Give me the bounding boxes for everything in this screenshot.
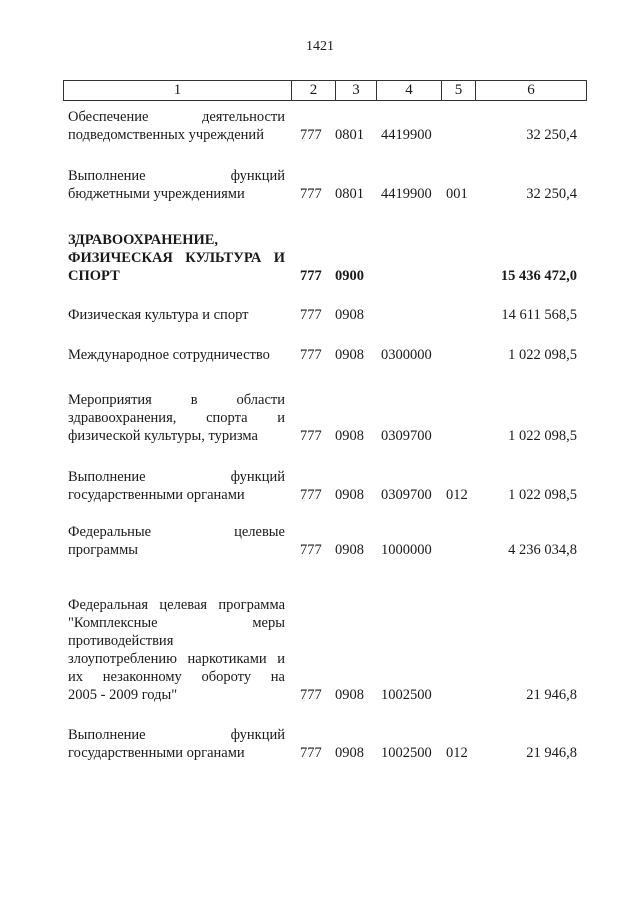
description-line: ЗДРАВООХРАНЕНИЕ,: [68, 232, 219, 248]
description-line: программы: [68, 542, 138, 558]
description-line: государственными органами: [68, 487, 245, 503]
description-line: Федеральная целевая программа: [68, 597, 285, 613]
description-line: Выполнение функций: [68, 727, 285, 743]
amount: 1 022 098,5: [508, 428, 577, 444]
row-description: [68, 108, 285, 144]
section-code: 0908: [335, 745, 364, 761]
row-description: [68, 391, 285, 445]
row-description: [68, 306, 285, 324]
header-col-6: 6: [527, 82, 535, 98]
target-code: 0309700: [381, 487, 432, 503]
amount: 21 946,8: [526, 687, 577, 703]
admin-code: 777: [300, 347, 322, 363]
row-description: [68, 468, 285, 504]
header-col-4: 4: [377, 81, 442, 100]
description-line: физической культуры, туризма: [68, 428, 258, 444]
description-line: Выполнение функций: [68, 469, 285, 485]
amount: 15 436 472,0: [500, 268, 577, 284]
section-code: 0908: [335, 428, 364, 444]
admin-code: 777: [300, 428, 322, 444]
description-line: противодействия: [68, 633, 174, 649]
expense-type-code: 001: [446, 186, 468, 202]
section-code: 0908: [335, 307, 364, 323]
table-header-row: [63, 80, 587, 101]
row-description: [68, 167, 285, 203]
target-code: 0300000: [381, 347, 432, 363]
admin-code: 777: [300, 487, 322, 503]
description-line: СПОРТ: [68, 268, 120, 284]
description-line: Физическая культура и спорт: [68, 307, 249, 323]
header-col-2: 2: [292, 81, 336, 100]
row-description: [68, 726, 285, 762]
target-code: 0309700: [381, 428, 432, 444]
amount: 4 236 034,8: [508, 542, 577, 558]
amount: 32 250,4: [526, 186, 577, 202]
section-code: 0801: [335, 127, 364, 143]
description-line: ФИЗИЧЕСКАЯ КУЛЬТУРА И: [68, 250, 285, 266]
header-col-3: 3: [336, 81, 377, 100]
description-line: подведомственных учреждений: [68, 127, 264, 143]
description-line: Международное сотрудничество: [68, 347, 270, 363]
target-code: 4419900: [381, 186, 432, 202]
row-description: [68, 523, 285, 559]
target-code: 1002500: [381, 687, 432, 703]
target-code: 4419900: [381, 127, 432, 143]
description-line: 2005 - 2009 годы": [68, 687, 178, 703]
description-line: здравоохранения, спорта и: [68, 410, 285, 426]
section-code: 0908: [335, 542, 364, 558]
amount: 1 022 098,5: [508, 487, 577, 503]
section-code: 0900: [335, 268, 364, 284]
description-line: Обеспечение деятельности: [68, 109, 285, 125]
description-line: государственными органами: [68, 745, 245, 761]
amount: 21 946,8: [526, 745, 577, 761]
header-col-1: 1: [64, 81, 292, 100]
admin-code: 777: [300, 307, 322, 323]
expense-type-code: 012: [446, 487, 468, 503]
description-line: Выполнение функций: [68, 168, 285, 184]
description-line: Федеральные целевые: [68, 524, 285, 540]
expense-type-code: 012: [446, 745, 468, 761]
section-code: 0908: [335, 347, 364, 363]
admin-code: 777: [300, 687, 322, 703]
section-code: 0801: [335, 186, 364, 202]
description-line: злоупотреблению наркотиками и: [68, 651, 285, 667]
admin-code: 777: [300, 268, 322, 284]
section-code: 0908: [335, 687, 364, 703]
description-line: Мероприятия в области: [68, 392, 285, 408]
target-code: 1002500: [381, 745, 432, 761]
amount: 14 611 568,5: [501, 307, 577, 323]
row-description: [68, 346, 285, 364]
target-code: 1000000: [381, 542, 432, 558]
row-description: [68, 231, 285, 285]
amount: 1 022 098,5: [508, 347, 577, 363]
admin-code: 777: [300, 127, 322, 143]
header-col-5: 5: [442, 81, 476, 100]
description-line: "Комплексные меры: [68, 615, 285, 631]
description-line: их незаконному обороту на: [68, 669, 285, 685]
admin-code: 777: [300, 186, 322, 202]
amount: 32 250,4: [526, 127, 577, 143]
page-number: 1421: [306, 39, 334, 54]
admin-code: 777: [300, 542, 322, 558]
row-description: [68, 596, 285, 704]
admin-code: 777: [300, 745, 322, 761]
description-line: бюджетными учреждениями: [68, 186, 245, 202]
section-code: 0908: [335, 487, 364, 503]
